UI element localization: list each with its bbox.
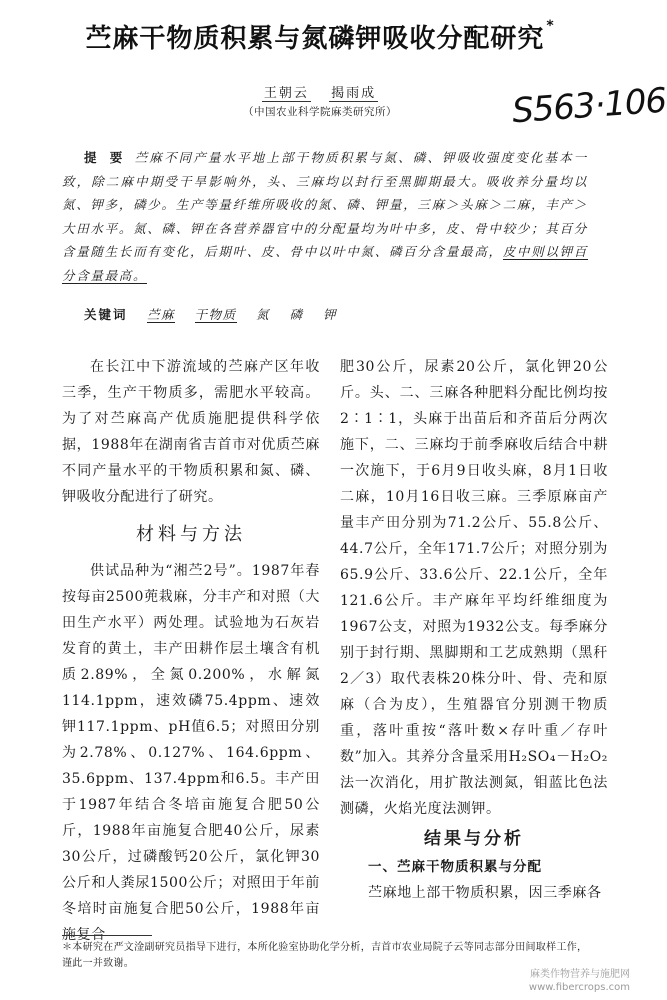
watermark-line-1: 麻类作物营养与施肥网 xyxy=(530,969,630,980)
methods-paragraph: 供试品种为“湘苎2号”。1987年春按每亩2500蔸栽麻，分丰产和对照（大田生产水平）两处理。试验地为石灰岩发育的黄土，丰产田耕作层土壤含有机质2.89%，全氮0.200%，水解氮114.1ppm，速效磷75.4ppm、速效钾117.1ppm、pH值6.5；对照田分别为2.78%、0.127%、164.6ppm、35.6ppm、137.4ppm和6.5。丰产田于1987年结合冬培亩施复合肥50公斤，1988年亩施复合肥40公斤，尿素30公斤，过磷酸钙20公斤，氯化钾30公斤和人粪尿1500公斤；对照田于年前冬培时亩施复合肥50公斤，1988年亩施复合 xyxy=(62,563,320,943)
title-text: 苎麻干物质积累与氮磷钾吸收分配研究 xyxy=(85,24,545,54)
institute: （中国农业科学院麻类研究所） xyxy=(243,106,397,118)
keyword: 钾 xyxy=(323,307,338,322)
footnote-line-2: 谨此一并致谢。 xyxy=(62,958,135,969)
abstract-text: 苎麻不同产量水平地上部干物质积累与氮、磷、钾吸收强度变化基本一致，除二麻中期受干旱影响外，头、三麻均以封行至黑脚期最大。吸收养分量均以氮、钾多，磷少。生产等量纤维所吸收的氮、磷、钾量，三麻＞头麻＞二麻，丰产＞大田水平。氮、磷、钾在各营养器官中的分配量均为叶中多，皮、骨中较少；其百分含量随生长而有变化，后期叶、皮、骨中以叶中氮、磷百分含量最高， xyxy=(62,150,588,259)
keyword: 氮 xyxy=(256,307,271,322)
footnote-rule xyxy=(62,935,152,936)
author-2: 揭雨成 xyxy=(331,86,377,101)
abstract-text-underlined: 皮中则以钾百分含量最高。 xyxy=(62,244,589,283)
keywords-label: 关键词 xyxy=(84,307,128,322)
author-line xyxy=(200,82,440,101)
methods-continued-paragraph: 肥30公斤，尿素20公斤，氯化钾20公斤。头、二、三麻各种肥料分配比例均按2∶1∶1，头麻于出苗后和齐苗后分两次施下，二、三麻均于前季麻收后结合中耕一次施下，于6月9日收头麻，8月1日收二麻，10月16日收三麻。三季原麻亩产量丰产田分别为71.2公斤、55.8公斤、44.7公斤，全年171.7公斤；对照分别为65.9公斤、33.6公斤、22.1公斤，全年121.6公斤。丰产麻年平均纤维细度为1967公支，对照为1932公支。每季麻分别于封行期、黑脚期和工艺成熟期（黑秆2／3）取代表株20株分叶、骨、壳和原麻（合为皮），生殖器官分别测干物质重，落叶重按“落叶数×存叶重／存叶数”加入。其养分含量采用H₂SO₄－H₂O₂法一次消化，用扩散法测氮，钼蓝比色法测磷，火焰光度法测钾。 xyxy=(340,359,608,817)
intro-paragraph: 在长江中下游流域的苎麻产区年收三季，生产干物质多，需肥水平较高。为了对苎麻高产优质施肥提供科学依据，1988年在湖南省吉首市对优质苎麻不同产量水平的干物质积累和氮、磷、钾吸收分配进行了研究。 xyxy=(62,359,320,505)
watermark xyxy=(529,968,630,994)
watermark-line-2: www.fibercrops.com xyxy=(528,982,630,993)
keyword: 磷 xyxy=(289,307,304,322)
keyword: 干物质 xyxy=(194,307,237,322)
results-paragraph: 苎麻地上部干物质积累，因三季麻各 xyxy=(368,885,602,901)
body-column-left xyxy=(62,354,320,948)
body-column-right xyxy=(340,354,608,906)
abstract xyxy=(62,146,588,287)
handwritten-classification-note: S563·106 xyxy=(510,80,667,132)
title-footnote-mark: * xyxy=(546,18,555,34)
abstract-label: 提 要 xyxy=(84,150,127,165)
footnote-line-1: ＊本研究在严文淦副研究员指导下进行，本所化验室协助化学分析，吉首市农业局院子云等同志部分田间取样工作， xyxy=(62,942,588,953)
keyword: 苎麻 xyxy=(147,307,176,322)
section-heading-results: 结果与分析 xyxy=(424,829,524,849)
subsection-heading: 一、苎麻干物质积累与分配 xyxy=(368,859,542,875)
section-heading-methods: 材料与方法 xyxy=(136,524,246,545)
paper-title xyxy=(50,18,590,55)
author-1: 王朝云 xyxy=(263,86,309,101)
keywords xyxy=(84,305,351,323)
